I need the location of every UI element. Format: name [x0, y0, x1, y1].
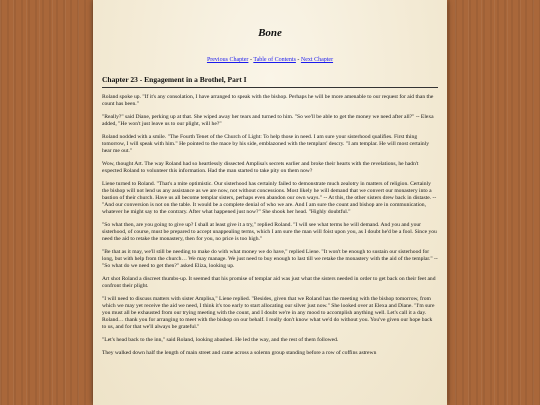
chapter-content: [102, 94, 438, 357]
book-title: Bone: [258, 27, 282, 39]
paragraph: "Really?" said Diane, perking up at that. She wiped away her tears and turned to him. "So we'll be able to get the money we need after all?" -- Elexa added, "He won't just leave us to our plight, will he?": [102, 114, 434, 127]
table-of-contents-link[interactable]: Table of Contents: [253, 57, 296, 63]
paragraph: "I will need to discuss matters with sister Amplisa," Liene replied. "Besides, given that we Roland has the meeting with the bishop tomorrow, from which we may yet receive the aid we need, I think it's too early to start allocating our silver just now." She looked over at Elexa and Diane. "I'm sure you must all be exhausted from our trying meeting with the count, and I doubt we're in any mood to accomplish anything well. Let's call it a day. Roland… thank you for arranging to meet with the bishop on our behalf. I really don't know what we'd do without you. You've given our hope back to us, and for that we'll always be grateful.": [102, 296, 435, 330]
chapter-title: Chapter 23 - Engagement in a Brothel, Part I: [102, 75, 438, 88]
next-chapter-link[interactable]: Next Chapter: [300, 57, 334, 63]
chapter-navigation: [93, 57, 447, 63]
paragraph: Roland nodded with a smile. "The Fourth Tenet of the Church of Light: To help those in need. I am sure your sisterhood qualifies. First thing tomorrow, I will speak with him." He pointed to the mace by his side, emblazoned with the templars' descry. "I am templar. He will most certainly hear me out.": [102, 134, 430, 154]
paragraph: "Be that as it may, we'll still be needing to make do with what money we do have," replied Liene. "It won't be enough to sustain our sisterhood for long, but with help from the church… We may manage. We just need to buy enough to last till we retake the monastery with the aid of the templar." -- "So what do we need to get then?" asked Eliza, looking up.: [102, 249, 438, 269]
paragraph: "Let's head back to the inn," said Roland, looking abashed. He led the way, and the rest of them followed.: [102, 337, 339, 343]
previous-chapter-link[interactable]: Previous Chapter: [206, 57, 249, 63]
nav-separator: -: [295, 57, 301, 63]
paragraph: "So what then, are you going to give up? I shall at least give it a try," replied Roland. "I will see what terms he will demand. And you and your sisterhood, of course, must be prepared to accept unappealing terms, which I am sure the man will foist upon you, as I doubt he'd be a fool. Since you need the aid to retake the monastery, then for you, no price is too high.": [102, 222, 437, 242]
paragraph: Roland spoke up. "If it's any consolation, I have arranged to speak with the bishop. Perhaps he will be more amenable to our request for aid than the count has been.": [102, 94, 434, 107]
paragraph: Liene turned to Roland. "That's a mite optimistic. Our sisterhood has certainly failed to demonstrate much zealotry in matters of religion. Certainly the bishop will not lend us any assistance as we are now, not without concessions. Most likely he will demand that we convert our monastery into a bastion of their church. Have us all become templar sisters, perhaps even abandon our own ways." -- At this, the other sisters drew back in distaste. -- "And our conversion is not on the table. It would be a complete denial of who we are. And I am sure the count and bishop are in communication, whatever he might say to the contrary. After what happened just now?" She shook her head. "Highly doubtful.": [102, 181, 437, 215]
paragraph: They walked down half the length of main street and came across a solemn group standing before a row of coffins astrewn: [102, 350, 377, 356]
paragraph: Wow, thought Art. The way Roland had so heartlessly dissected Amplisa's secrets earlier and broke their hearts with the revelations, he hadn't expected Roland to volunteer this information. Had the man started to take pity on them now?: [102, 161, 419, 174]
paragraph: Art shot Roland a discreet thumbs-up. It seemed that his promise of templar aid was just what the sisters needed in order to get back on their feet and confront their plight.: [102, 276, 436, 289]
nav-separator: -: [248, 57, 254, 63]
book-page: [93, 0, 447, 405]
